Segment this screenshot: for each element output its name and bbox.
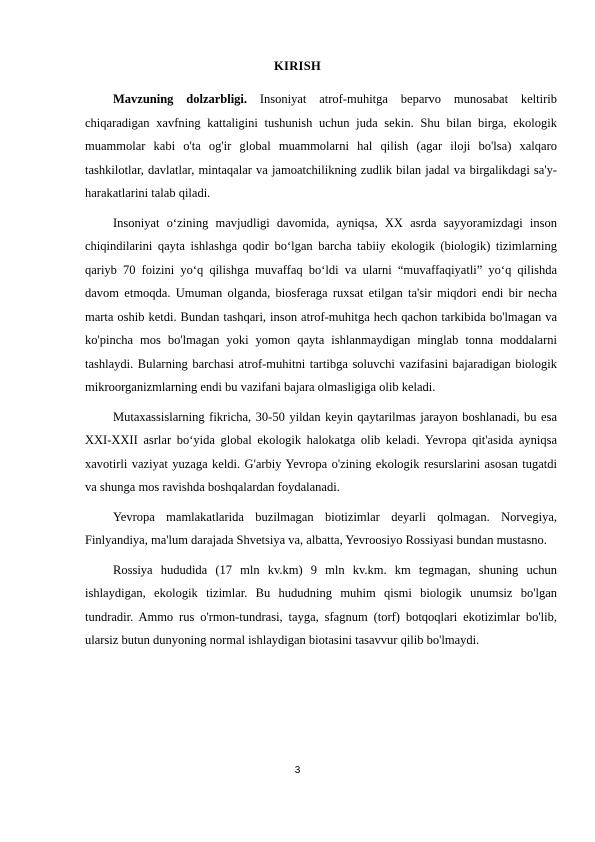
body-text [85,88,557,659]
paragraph-text: Insoniyat atrof-muhitga beparvo munosabat keltirib chiqaradigan xavfning kattaligini tushunish uchun juda sekin. Shu bilan birga, ekologik muammolar kabi o'ta og'ir global muammolarni hal qilish (agar iloji bo'lsa) xalqaro tashkilotlar, davlatlar, mintaqalar va jamoatchilikning zudlik bilan jadal va birgalikdagi sa'y-harakatlarini talab qiladi. [85,92,557,200]
paragraph-relevance [85,88,557,206]
paragraph-text: Mutaxassislarning fikricha, 30-50 yildan keyin qaytarilmas jarayon boshlanadi, bu esa XXI-XXII asrlar bo‘yida global ekologik halokatga olib keladi. Yevropa qit'asida ayniqsa xavotirli vaziyat yuzaga keldi. G'arbiy Yevropa o'zining ekologik resurslarini asosan tugatdi va shunga mos ravishda boshqalardan foydalanadi. [85,409,557,494]
page-number: 3 [294,765,301,776]
paragraph-text: Rossiya hududida (17 mln kv.km) 9 mln kv.km. km tegmagan, shuning uchun ishlaydigan, ekologik tizimlar. Bu hududning muhim qismi biologik unumsiz bo'lgan tundradir. Ammo rus o'rmon-tundrasi, tayga, sfagnum (torf) botqoqlari ekotizimlar bo'lib, ularsiz butun dunyoning normal ishlaydigan biotasini tasavvur qilib bo'lmaydi. [85,562,557,647]
paragraph-text: Insoniyat o‘zining mavjudligi davomida, ayniqsa, XX asrda sayyoramizdagi inson chiqindilarini qayta ishlashga qodir bo‘lgan barcha tabiiy ekologik (biologik) tizimlarning qariyb 70 foizini yo‘q qilishga muvaffaq bo‘ldi va ularni “muvaffaqiyatli” yo‘q qilishda davom etmoqda. Umuman olganda, biosferaga ruxsat etilgan ta'sir miqdori endi bir necha marta oshib ketdi. Bundan tashqari, inson atrof-muhitga hech qachon tarkibida bo'lmagan va ko'pincha mos bo'lmagan yoki yomon qayta ishlanmaydigan minglab tonna moddalarni tashlaydi. Bularning barchasi atrof-muhitni tartibga soluvchi vazifasini bajaradigan biologik mikroorganizmlarning endi bu vazifani bajara olmasligiga olib keladi. [85,215,557,394]
section-heading: KIRISH [274,59,321,73]
paragraph-lead: Mavzuning dolzarbligi. [113,92,248,106]
paragraph-russia [85,559,557,653]
paragraph-experts [85,406,557,500]
paragraph-europe [85,506,557,553]
paragraph-text: Yevropa mamlakatlarida buzilmagan biotizimlar deyarli qolmagan. Norvegiya, Finlyandiya, ma'lum darajada Shvetsiya va, albatta, Yevroosiyo Rossiyasi bundan mustasno. [85,509,557,547]
paragraph-ecosystems [85,212,557,400]
